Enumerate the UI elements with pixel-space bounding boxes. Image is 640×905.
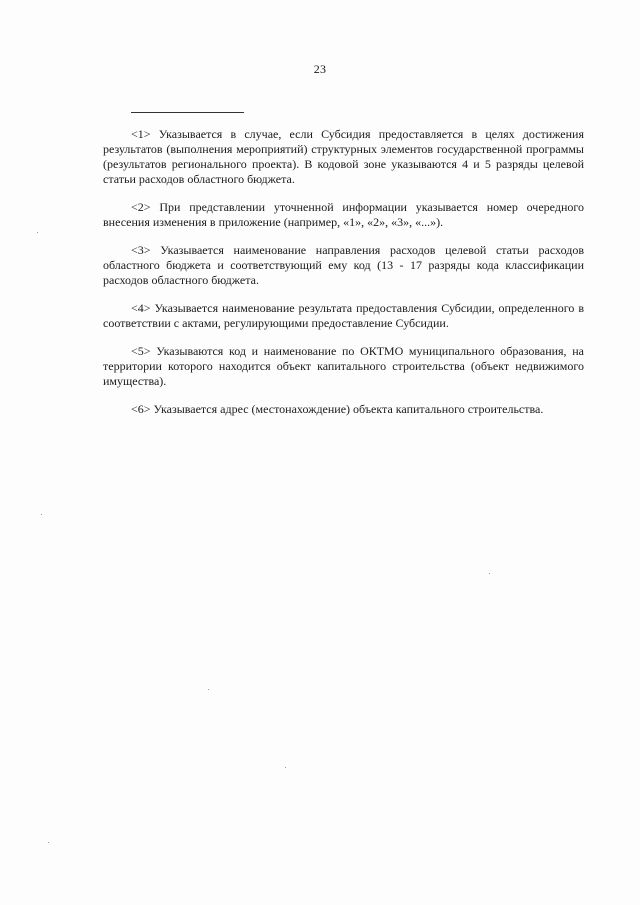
- scan-speck: [48, 842, 49, 843]
- scan-speck: [208, 689, 209, 690]
- footnote-separator: [131, 112, 244, 113]
- scan-speck: [41, 514, 42, 515]
- scan-speck: [285, 767, 286, 768]
- footnote-5: <5> Указываются код и наименование по ОКТМО муниципального образования, на территории которого находится объект капитального строительства (объект недвижимого имущества).: [103, 344, 584, 388]
- footnote-4: <4> Указывается наименование результата предоставления Субсидии, определенного в соответствии с актами, регулирующими предоставление Субсидии.: [103, 301, 584, 330]
- page-number: 23: [313, 62, 327, 76]
- footnote-2: <2> При представлении уточненной информации указывается номер очередного внесения изменения в приложение (например, «1», «2», «3», «...»).: [103, 200, 584, 229]
- footnote-3: <3> Указывается наименование направления расходов целевой статьи расходов областного бюджета и соответствующий ему код (13 - 17 разряды кода классификации расходов областного бюджета.: [103, 243, 584, 287]
- footnote-6: <6> Указывается адрес (местонахождение) объекта капитального строительства.: [131, 402, 544, 416]
- scan-speck: [37, 232, 38, 233]
- footnotes-block: [103, 127, 584, 430]
- footnote-1: <1> Указывается в случае, если Субсидия предоставляется в целях достижения результатов (выполнения мероприятий) структурных элементов государственной программы (результатов регионального проекта). В кодовой зоне указываются 4 и 5 разряды целевой статьи расходов областного бюджета.: [103, 127, 584, 186]
- scan-speck: [489, 573, 490, 574]
